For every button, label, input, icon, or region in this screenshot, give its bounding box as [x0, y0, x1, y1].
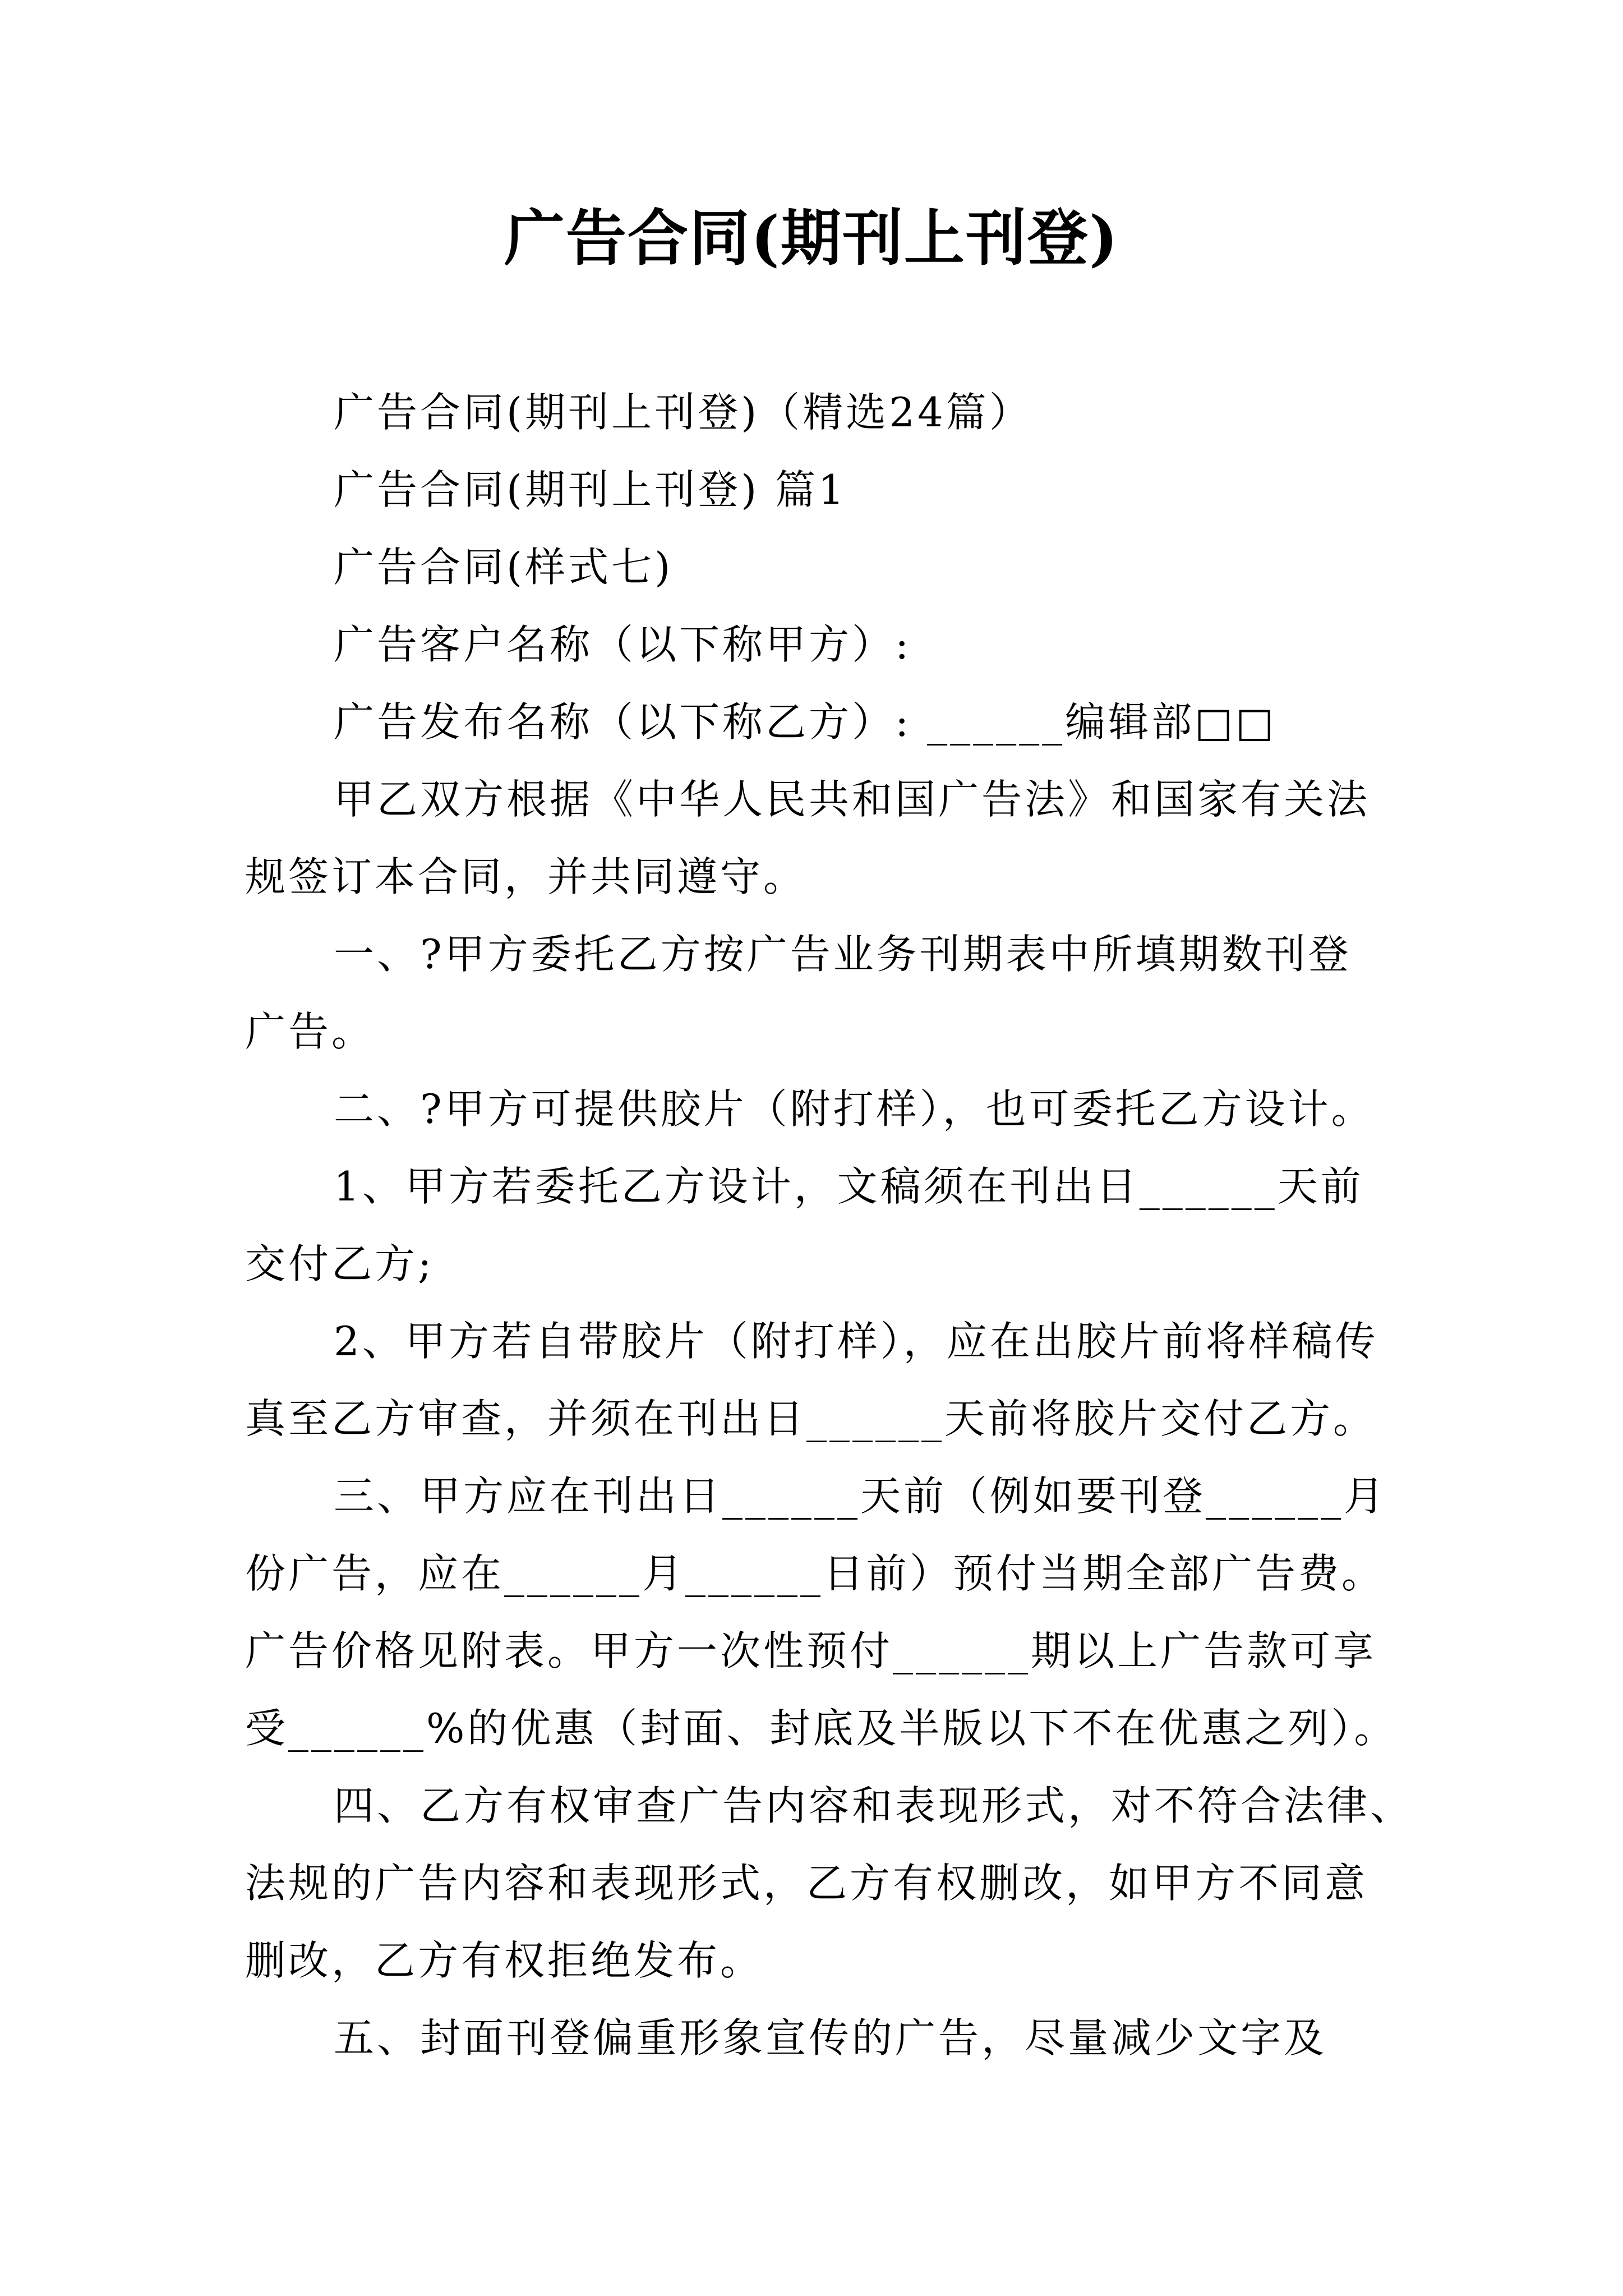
paragraph-line: 二、?甲方可提供胶片（附打样），也可委托乙方设计。: [334, 1085, 1375, 1133]
paragraph-line: 四、乙方有权审查广告内容和表现形式，对不符合法律、: [334, 1782, 1414, 1829]
paragraph-line: 真至乙方审查，并须在刊出日______天前将胶片交付乙方。: [245, 1395, 1377, 1442]
paragraph-line: 交付乙方;: [245, 1240, 435, 1287]
paragraph-line: 1、甲方若委托乙方设计，文稿须在刊出日______天前: [334, 1163, 1364, 1210]
paragraph-line: 一、?甲方委托乙方按广告业务刊期表中所填期数刊登: [334, 931, 1352, 978]
document-title: 广告合同(期刊上刊登): [504, 203, 1119, 274]
paragraph-line: 甲乙双方根据《中华人民共和国广告法》和国家有关法: [334, 776, 1371, 823]
contract-style-line: 广告合同(样式七): [334, 544, 674, 591]
paragraph-line: 五、封面刊登偏重形象宣传的广告，尽量减少文字及: [334, 2014, 1327, 2062]
party-b-line: 广告发布名称（以下称乙方）: ______编辑部□□: [334, 698, 1277, 746]
paragraph-line: 受______%的优惠（封面、封底及半版以下不在优惠之列）。: [245, 1705, 1398, 1752]
paragraph-line: 广告。: [245, 1008, 375, 1055]
paragraph-line: 2、甲方若自带胶片（附打样），应在出胶片前将样稿传: [334, 1318, 1378, 1365]
paragraph-line: 规签订本合同，并共同遵守。: [245, 853, 807, 900]
paragraph-line: 删改，乙方有权拒绝发布。: [245, 1937, 764, 1984]
paragraph-line: 份广告，应在______月______日前）预付当期全部广告费。: [245, 1550, 1385, 1597]
section-heading: 广告合同(期刊上刊登) 篇1: [334, 466, 847, 513]
paragraph-line: 法规的广告内容和表现形式，乙方有权删改，如甲方不同意: [245, 1860, 1368, 1907]
paragraph-line: 广告价格见附表。甲方一次性预付______期以上广告款可享: [245, 1627, 1377, 1674]
paragraph-line: 三、甲方应在刊出日______天前（例如要刊登______月: [334, 1473, 1387, 1520]
subtitle-line: 广告合同(期刊上刊登)（精选24篇）: [334, 389, 1032, 436]
party-a-line: 广告客户名称（以下称甲方）:: [334, 621, 912, 668]
